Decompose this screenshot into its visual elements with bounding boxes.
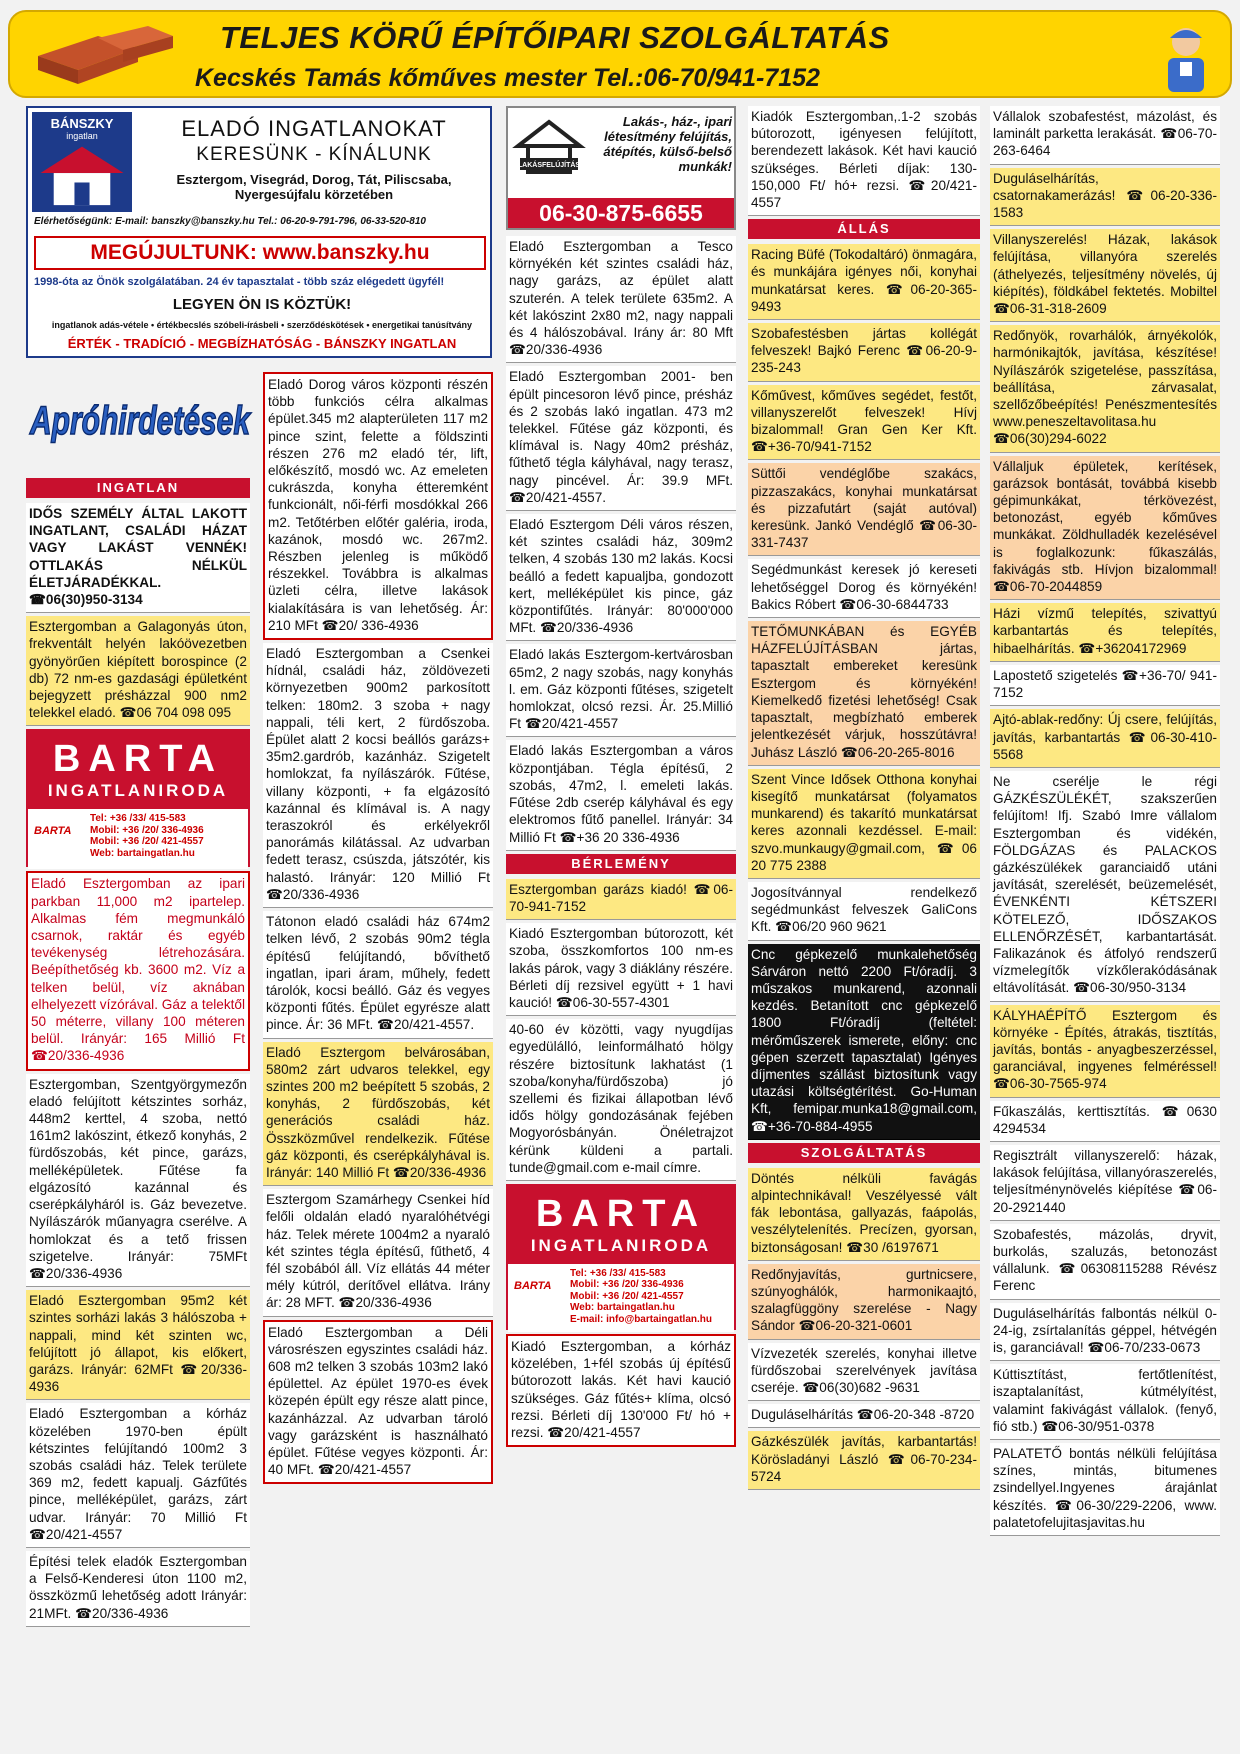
banszky-subheadline: KERESÜNK - KÍNÁLUNK: [196, 144, 432, 165]
barta-tel: Tel: +36 /33/ 415-583: [90, 813, 186, 825]
ad-item: Ne cserélje le régi GÁZKÉSZÜLÉKÉT, szakszerűen felújítom! Ifj. Szabó Imre vállalom Esztergomban és vidékén, FÖLDGÁZAS és PALACKOS gázkészülékek garanciaidő utáni javítását, szerelését, beüzemelését, ÉVENKÉNTI KÉTSZERI KÖTELEZŐ, IDŐSZAKOS ELLENŐRZÉSÉT, karbantartását. Falikazánok és átfolyó rendszerű vízmelegítők vízkőlerakódásának eltávolítását. ☎06-30/950-3134: [990, 771, 1220, 1002]
barta-info: [28, 809, 248, 869]
banszky-area: Esztergom, Visegrád, Dorog, Tát, Piliscsaba, Nyergesújfalu körzetében: [176, 172, 452, 202]
ad-item: Eladó lakás Esztergom-kertvárosban 65m2, 2 nagy szobás, nagy konyhás l. em. Gáz központi fűtéses, szigetelt homlokzat, olcsó rezsi. Ár. 25.Millió Ft ☎20/421-4557: [506, 644, 736, 737]
section-szolgaltatas: SZOLGÁLTATÁS: [748, 1143, 980, 1163]
barta-brand: BARTA: [514, 1279, 552, 1292]
banszky-logo-sub: ingatlan: [66, 131, 98, 141]
ad-item: Házi vízmű telepítés, szivattyú karbantartás és telepítés, hibaelhárítás. ☎+36204172969: [990, 603, 1220, 662]
house-icon: [34, 141, 130, 207]
worker-icon: [1154, 22, 1218, 92]
ad-item: Esztergom Szamárhegy Csenkei híd felőli oldalán eladó nyaralóhétvégi ház. Telek mérete 1004m2 a nyaraló két szintes tégla építésű, fűthető, 4 fél szobából áll. Víz ellátás 44 méter mély kútról, derítővel ellátva. Irány ár: 28 MFT. ☎20/336-4936: [263, 1189, 493, 1316]
ad-item: Redőnyök, rovarhálók, árnyékolók, harmónikajtók, javítása, készítése! Nyílászárók szigetelése, passzítása, beállítása, zárvasalat, szellőzőbeépítés! Penészmentesítés www.peneszeltavolitasa.hu ☎06(30)294-6022: [990, 325, 1220, 452]
ad-item: KÁLYHAÉPÍTŐ Esztergom és környéke - Építés, átrakás, tisztítás, javítás, bontás - anyagbeszerzéssel, garanciával, ingyenes felméréssel! ☎06-30-7565-974: [990, 1005, 1220, 1098]
top-banner: [8, 10, 1232, 98]
ad-item: Duguláselhárítás falbontás nélkül 0-24-ig, zsírtalanítás géppel, hétvégén is, garanciával! ☎06-70/233-0673: [990, 1303, 1220, 1362]
ad-item: Kőművest, kőműves segédet, festőt, villanyszerelőt felveszek! Hívj bizalommal! Gran Gen Ker Kft. ☎+36-70/941-7152: [748, 385, 980, 461]
section-berlemeny: BÉRLEMÉNY: [506, 854, 736, 874]
barta-web: Web: bartaingatlan.hu: [90, 847, 195, 859]
ad-item: Kiadók Esztergomban,.1-2 szobás bútorozott, igényesen felújított, berendezett lakások. Két havi kaució szükséges. Bérleti díjak: 130- 150,000 Ft/ hó+ rezsi. ☎20/421-4557: [748, 106, 980, 216]
ad-item: Vállalok szobafestést, mázolást, és laminált parketta lerakását. ☎06-70-263-6464: [990, 106, 1220, 165]
ad-item: Jogosítvánnyal rendelkező segédmunkást felveszek GaliCons Kft. ☎06/20 960 9621: [748, 882, 980, 941]
renovation-text: Lakás-, ház-, ipari létesítmény felújítás, átépítés, külső-belső munkák!: [603, 114, 732, 174]
banszky-logo-text: BÁNSZKY: [50, 116, 114, 131]
ad-item: Eladó Esztergom Déli város részen, két szintes családi ház, 309m2 telken, 4 szobás 130 m2 lakás. Kocsi beálló a fedett kapualjba, gondozott kert, melléképület kis pince, gáz központifűtés. Irányár: 80'000'000 MFt. ☎20/336-4936: [506, 514, 736, 641]
ad-item: Esztergomban garázs kiadó! ☎06-70-941-7152: [506, 879, 736, 920]
ad-item: 40-60 év közötti, vagy nyugdíjas egyedülálló, leinformálható hölgy részére biztosítunk lakhatást (1 szoba/konyha/fürdőszoba) jó szellemi és fizikai állapotban lévő idős hölgy gondozásának fejében Mogyorósbányán. Önéletrajzot kérünk küldeni a partali. tunde@gmail.com e-mail címre.: [506, 1019, 736, 1181]
ad-item: Eladó Esztergomban 2001- ben épült pincesoron lévő pince, présház és 2 szobás lakó ingatlan. 473 m2 telekkel. Fűtése gáz központi, és klímával is. Nagy 40m2 présház, fűthető tégla kályhával, nagy terasz, nagy pincével. Ár: 39.9 MFt. ☎20/421-4557.: [506, 366, 736, 511]
renovation-phone: 06-30-875-6655: [508, 198, 734, 228]
ad-item: Esztergomban, Szentgyörgymezőn eladó felújított kétszintes sorház, 448m2 kerttel, 4 szoba, nettó 161m2 lakószint, étkező konyhás, 2 fürdőszobás, két pince, garázs, melléképületek. Fűtése fa elgázosító kazánnal és cserépkályháról is. Gáz bevezetve. Nyílászárók műanyagra cserélve. A homlokzat és a tető frissen szigetelve. Irányár: 75MFt ☎20/336-4936: [26, 1074, 250, 1287]
ad-item: Szent Vince Idősek Otthona konyhai kisegítő munkatársat (folyamatos munkarend) és takarító munkatársat keres azonnali kezdéssel. E-mail: szvo.munkaugy@gmail.com, ☎06 20 775 2388: [748, 769, 980, 879]
ad-item: Kiadó Esztergomban, a kórház közelében, 1+fél szobás új építésű bútorozott lakás. Két havi kaució szükséges. Gáz fűtés+ klíma, olcsó rezsi. Bérleti díj 130'000 Ft/ hó + rezsi. ☎20/421-4557: [506, 1334, 736, 1447]
ad-item: Eladó lakás Esztergomban a város központjában. Tégla építésű, 2 szobás, 47m2, l. emeleti lakás. Fűtése 2db cserép kályhával és egy elektromos fűtő panellel. Irányár: 34 Millió Ft ☎+36 20 336-4936: [506, 740, 736, 850]
ad-item: Gázkészülék javítás, karbantartás! Körösladányi László ☎06-70-234-5724: [748, 1431, 980, 1490]
banszky-join: LEGYEN ÖN IS KÖZTÜK!: [172, 296, 352, 313]
barta-brand: BARTA: [34, 825, 72, 838]
section-ingatlan: INGATLAN: [26, 478, 250, 498]
ad-item: Eladó Esztergomban a Csenkei hídnál, családi ház, zöldövezeti környezetben 900m2 parkosított telken: 180m2. 3 szoba + nagy nappali, téli kert, 2 fürdőszoba. Épület alatt 2 kocsi beállós garázs+ 35m2.gardrób, kazánház. Szigetelt homlokzat, fa nyílászárók. Fűtése, villany központi, + fa elgázosító kazánnal és klímával is. A nagy teraszokról és erkélyekről panorámás kilátással. Az udvarban fedett terasz, csúszda, játszótér, kis halastó. Irányár: 120 Millió Ft ☎20/336-4936: [263, 643, 493, 908]
barta-title: BARTA: [535, 1192, 707, 1235]
section-allas: ÁLLÁS: [748, 219, 980, 239]
banszky-slogan: ÉRTÉK - TRADÍCIÓ - MEGBÍZHATÓSÁG - BÁNSZKY INGATLAN: [67, 336, 457, 351]
barta-ad-2: [506, 1184, 736, 1330]
ad-item: Építési telek eladók Esztergomban a Felső-Kenderesi úton 1100 m2, összközmű lehetőség adott Irányár: 21MFt. ☎20/336-4936: [26, 1551, 250, 1627]
ad-item: Eladó Esztergomban a Tesco környékén két szintes családi ház, nagy garázs, az épület alatt szuterén. A telek területe 635m2. A két lakószint 2x80 m2, nagy nappali és 4 hálószobával. Irány ár: 80 Mft ☎20/336-4936: [506, 236, 736, 363]
ad-item: Kiadó Esztergomban bútorozott, két szoba, összkomfortos 100 nm-es lakás párok, vagy 3 diáklány részére. Bérleti díj rezsivel együtt + 1 havi kaució! ☎06-30-557-4301: [506, 923, 736, 1016]
ad-item: Szobafestés, mázolás, dryvit, burkolás, szaluzás, betonozást vállalunk. ☎06308115288 Révész Ferenc: [990, 1224, 1220, 1300]
column-5: [990, 106, 1220, 1720]
barta-contacts: [90, 813, 204, 859]
ad-item: Szobafestésben jártas kollégát felveszek! Bajkó Ferenc ☎06-20-9-235-243: [748, 323, 980, 382]
ad-item: Döntés nélküli favágás alpintechnikával! Veszélyessé vált fák lebontása, gallyazás, faápolás, veszélytelenítés. Precízen, gyorsan, biztonságosan! ☎30 /6197671: [748, 1168, 980, 1261]
ad-item: Kúttisztítást, fertőtlenítést, iszaptalanítást, kútmélyítést, valamint fakivágást vállalok. (fenyő, fió stb.) ☎06-30/951-0378: [990, 1364, 1220, 1440]
ad-item: Duguláselhárítás ☎06-20-348 -8720: [748, 1404, 980, 1428]
barta-email: E-mail: info@bartaingatlan.hu: [570, 1313, 712, 1325]
ad-item: PALATETŐ bontás nélküli felújítása színes, mintás, bitumenes zsindellyel.Ingyenes árajánlat készítés. ☎06-30/229-2206, www. palatetofelujitasjavitas.hu: [990, 1443, 1220, 1536]
barta-title: BARTA: [52, 738, 224, 781]
ad-item: Eladó Esztergomban az ipari parkban 11,000 m2 ipartelep. Alkalmas fém megmunkáló csarnok, raktár és egyéb tevékenység létrehozására. Beépíthetőség kb. 3600 m2. Víz a telken belül, víz aknában elhelyezett vízórával. Gáz a telektől 50 méterre, villany 100 méteren belül. Irányár: 165 Millió Ft ☎20/336-4936: [26, 871, 250, 1070]
ad-item: Fűkaszálás, kerttisztítás. ☎0630 4294534: [990, 1101, 1220, 1142]
ad-item: Eladó Esztergom belvárosában, 580m2 zárt udvaros telekkel, egy szintes 200 m2 beépített 5 szobás, 2 konyhás, 2 fürdőszobás, két generációs családi ház. Összközművel rendelkezik. Fűtése gáz központi, és cserépkályhával is. Irányár: 140 Millió Ft ☎20/336-4936: [263, 1042, 493, 1187]
barta-mobile-1: Mobil: +36 /20/ 336-4936: [570, 1279, 684, 1291]
banszky-web[interactable]: MEGÚJULTUNK: www.banszky.hu: [34, 236, 486, 270]
svg-text:Apróhirdetések: Apróhirdetések: [29, 399, 252, 443]
renovation-ad: [506, 106, 736, 230]
house-icon: [514, 118, 584, 178]
ad-item: Eladó Esztergomban 95m2 két szintes sorházi lakás 3 hálószoba + nappali, mind két szinten wc, felújított jó állapot, kis előkert, garázs. Irányár: 62MFt ☎20/336-4936: [26, 1290, 250, 1400]
ad-item: Vízvezeték szerelés, konyhai illetve fürdőszobai szerelvények javítása cseréje. ☎06(30)682 -9631: [748, 1343, 980, 1402]
ad-item: Regisztrált villanyszerelő: házak, lakások felújítása, villanyóraszerelés, teljesítménynövelés kiépítése ☎06-20-2921440: [990, 1145, 1220, 1221]
banszky-services: ingatlanok adás-vétele • értékbecslés szóbeli-írásbeli • szerződéskötések • energetikai tanúsítvány: [51, 320, 473, 330]
barta-mobile-2: Mobil: +36 /20/ 421-4557: [90, 836, 204, 848]
ad-item: Villanyszerelés! Házak, lakások felújítása, villanyóra szerelés (áthelyezés, teljesítmény növelés, új kiépítés), földkábel fektetés. Mobiltel ☎06-31-318-2609: [990, 229, 1220, 322]
ad-item: Eladó Esztergomban a Déli városrészen egyszintes családi ház. 608 m2 telken 3 szobás 103m2 lakó épülettel. Az épület 1970-es évek közepén épült egy része alatt pince, kazánházzal. Az udvarban tároló vagy garázsként is használható épület. Fűtése vegyes központi. Ár: 40 MFt. ☎20/421-4557: [263, 1320, 493, 1485]
banner-contact: Kecskés Tamás kőműves mester Tel.:06-70/941-7152: [195, 64, 820, 92]
column-1: [26, 476, 250, 1720]
ad-item: Tátonon eladó családi ház 674m2 telken lévő, 2 szobás 90m2 tégla építésű felújítandó, bővíthető ingatlan, ipari áram, műhely, fedett tárolók, kocsi beálló. Gáz és vegyes központi fűtés. Épület egyrésze alatt pince. Ár: 36 MFt. ☎20/421-4557.: [263, 911, 493, 1038]
column-4: [748, 106, 980, 1720]
banszky-logo: [32, 112, 132, 212]
ad-item: Lapostető szigetelés ☎+36-70/ 941-7152: [990, 665, 1220, 706]
banszky-contact: Elérhetőségünk: E-mail: banszky@banszky.hu Tel.: 06-20-9-791-796, 06-33-520-810: [34, 216, 426, 227]
ad-item: Vállaljuk épületek, kerítések, garázsok bontását, továbbá kisebb gépimunkákat, térkövezést, betonozást, egyéb kőműves munkákat. Zöldhulladék kezelésével is foglalkozunk: fűkaszálás, fakivágás stb. Hívjon bizalommal! ☎06-70-2044859: [990, 456, 1220, 601]
banszky-ad: [26, 106, 492, 358]
ad-item: Duguláselhárítás, csatornakamerázás! ☎06-20-336-1583: [990, 168, 1220, 227]
ad-item: Eladó Dorog város központi részén több funkciós célra alkalmas épület.345 m2 alapterületen 117 m2 pince szint, felette a földszinti részen 276 m2 eladó tér, lift, előkészítő, mosdó wc. Az emeleten cukrászda, konyha étteremként funkcionált, női-férfi mosdókkal 266 m2. Tetőtérben előtér galéria, iroda, kazánok, mosdó wc. 267m2. Részben jelenleg is működő részekkel. Továbbra is alkalmas üzleti célra, illetve lakások kialakítására is van lehetőség. Ár: 210 MFt ☎20/ 336-4936: [263, 372, 493, 640]
ad-item: Esztergomban a Galagonyás úton, frekventált helyén lakóövezetben gyönyörűen kiépített borospince (2 db) 72 nm-es gazdasági épületként bejegyzett présházzal 900 nm2 telekkel eladó. ☎06 704 098 095: [26, 616, 250, 726]
barta-web: Web: bartaingatlan.hu: [570, 1302, 675, 1314]
column-3: [506, 236, 736, 1720]
svg-text:LAKÁSFELÚJÍTÁS: LAKÁSFELÚJÍTÁS: [517, 162, 581, 169]
ad-item: Eladó Esztergomban a kórház közelében 1970-ben épült kétszintes felújítandó 100m2 3 szobás családi ház. Telek területe 369 m2, fedett kapualj. Gázfűtés pince, melléképület, garázs, zárt udvar. Irányár: 70 Millió Ft ☎20/421-4557: [26, 1403, 250, 1548]
barta-mobile-2: Mobil: +36 /20/ 421-4557: [570, 1290, 684, 1302]
barta-info: [508, 1264, 734, 1332]
ad-item: Süttői vendéglőbe szakács, pizzaszakács, konyhai munkatársat és pizzafutárt (saját autóval) keresünk. Jankó Vendéglő ☎06-30-331-7437: [748, 463, 980, 556]
barta-mobile-1: Mobil: +36 /20/ 336-4936: [90, 824, 204, 836]
column-2: [263, 372, 493, 1720]
ad-item: TETŐMUNKÁBAN és EGYÉB HÁZFELÚJÍTÁSBAN jártas, tapasztalt embereket keresünk Esztergom és környékén! Kiemelkedő fizetési lehetőség! Csak tapasztalt, megbízható emberek jelentkezését várjuk, hosszútávra! Juhász László ☎06-20-265-8016: [748, 621, 980, 766]
barta-subtitle: INGATLANIRODA: [530, 1235, 712, 1255]
barta-contacts: [570, 1268, 712, 1326]
banner-title: TELJES KÖRŰ ÉPÍTŐIPARI SZOLGÁLTATÁS: [220, 20, 890, 55]
banszky-since: 1998-óta az Önök szolgálatában. 24 év tapasztalat - több száz elégedett ügyfél!: [34, 276, 445, 288]
banszky-headline: ELADÓ INGATLANOKAT: [181, 116, 447, 141]
ad-item: IDŐS SZEMÉLY ÁLTAL LAKOTT INGATLANT, CSALÁDI HÁZAT VAGY LAKÁST VENNÉK! OTTLAKÁS NÉLKÜL ÉLETJÁRADÉKKAL. ☎06(30)950-3134: [26, 503, 250, 613]
ad-item: Ajtó-ablak-redőny: Új csere, felújítás, javítás, karbantartás ☎06-30-410-5568: [990, 709, 1220, 768]
ad-item: Segédmunkást keresek jó kereseti lehetőséggel Dorog és környékén! Bakics Róbert ☎06-30-6844733: [748, 559, 980, 618]
ad-item: Redőnyjavítás, gurtnicsere, szúnyoghálók, harmonikaajtó, szalagfüggöny szerelése - Nagy Sándor ☎06-20-321-0601: [748, 1264, 980, 1340]
classifieds-title: [26, 370, 256, 462]
barta-subtitle: INGATLANIRODA: [47, 781, 229, 801]
bricks-icon: [28, 26, 178, 88]
barta-ad: [26, 729, 250, 867]
ad-item: Racing Büfé (Tokodaltáró) önmagára, és munkájára igényes női, konyhai munkatársat keres. ☎06-20-365-9493: [748, 244, 980, 320]
barta-tel: Tel: +36 /33/ 415-583: [570, 1267, 666, 1279]
ad-item: Cnc gépkezelő munkalehetőség Sárváron nettó 2200 Ft/óradíj. 3 műszakos munkarend, azonnali kezdés. Betanított cnc gépkezelő 1800 Ft/óradíj (feltétel: mérőműszerek ismerete, előny: cnc gépen szerzett tapasztalat) Igényes díjmentes szállást biztosítunk vagy utazási költségtérítést. Go-Human Kft, femipar.munka18@gmail.com, ☎+36-70-884-4955: [748, 944, 980, 1140]
